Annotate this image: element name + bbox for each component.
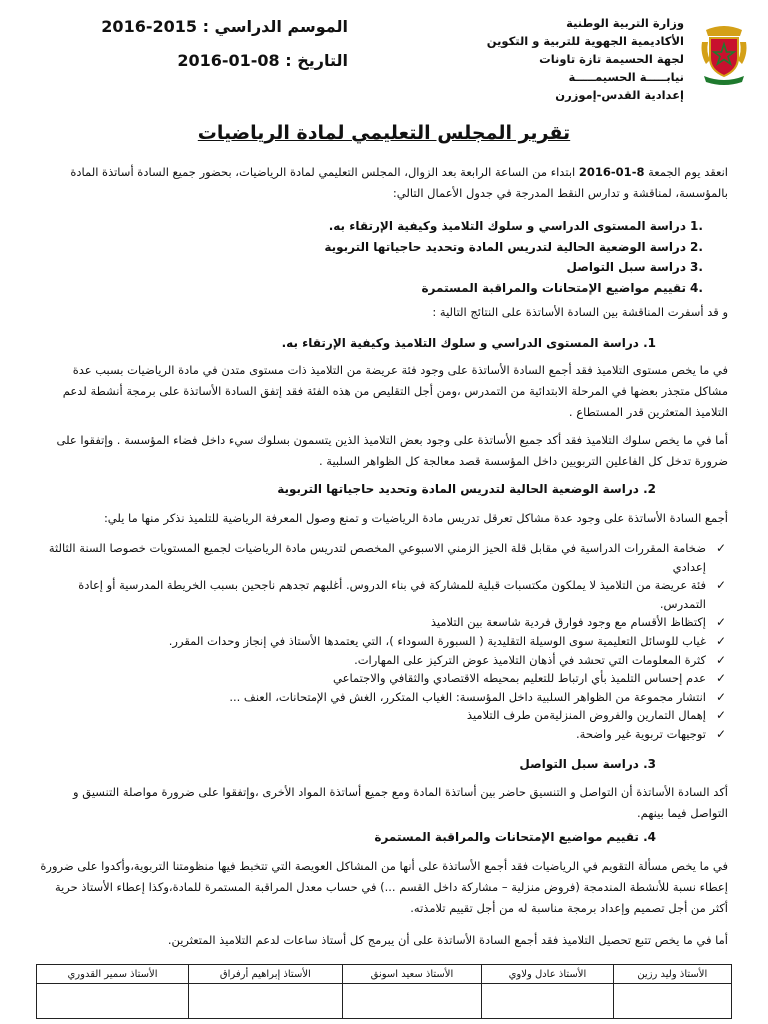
school-year: الموسم الدراسي : 2015-2016	[101, 17, 348, 36]
checkmark-icon: ✓	[715, 615, 726, 630]
agenda-item	[210, 237, 710, 258]
list-item	[34, 651, 728, 670]
signature-cell	[37, 984, 189, 1019]
signatures-table	[36, 964, 732, 1019]
list-item-text: ضخامة المقررات الدراسية في مقابل قلة الحيز الزمني الاسبوعي المخصص لتدريس مادة الرياضيات لجميع المستويات خصوصا السنة الثالثة إعدادي	[48, 541, 706, 574]
signature-name: الأستاذ عادل ولاوي	[482, 965, 613, 984]
section-1-paragraph-1: في ما يخص مستوى التلاميذ فقد أجمع السادة الأساتذة على وجود فئة عريضة من التلاميذ ذات مستوى متدن في مادة الرياضيات بسبب عدة مشاكل متجذر بعضها في المرحلة الابتدائية من التمدرس ،ومن أجل التقليص من هذه الفئة فقد إتفق السادة الأساتذة على برمجة أنشطة لدعم التلاميذ المتعثرين قدر المستطاع .	[62, 363, 728, 419]
signature-cell	[613, 984, 731, 1019]
list-item	[34, 706, 728, 725]
list-item	[34, 576, 728, 613]
ministry-line: نيابـــــة الحسيمـــــة	[568, 70, 684, 84]
signature-cell	[189, 984, 343, 1019]
list-item	[34, 539, 728, 576]
meeting-date: التاريخ : 08-01-2016	[177, 51, 348, 70]
section-2-heading: 2. دراسة الوضعية الحالية لتدريس المادة وتحديد حاجياتها التربوية	[277, 482, 656, 496]
agenda-number: .1	[690, 219, 703, 233]
section-1-heading: 1. دراسة المستوى الدراسي و سلوك التلاميذ وكيفية الإرتقاء به.	[281, 336, 656, 350]
ministry-line: الأكاديمية الجهوية للتربية و التكوين	[486, 34, 684, 48]
agenda-item	[210, 278, 710, 299]
intro-lead: انعقد يوم الجمعة	[644, 165, 728, 179]
problems-checklist	[34, 539, 728, 744]
agenda-item	[210, 216, 710, 237]
results-intro: و قد أسفرت المناقشة بين السادة الأساتذة على النتائج التالية :	[432, 305, 728, 319]
section-4-paragraph-1: في ما يخص مسألة التقويم في الرياضيات فقد أجمع الأساتذة على أنها من المشاكل العويصة التي تتخبط فيها منظومتنا التربوية،وأكدوا على ضرورة إعطاء نسبة للأنشطة المندمجة (فروض منزلية – مشاركة داخل القسم ...) في حساب معدل المراقبة المستمرة للمادة،وكذا إعطاء الأستاذ حرية أكثر من أجل تصميم وإعداد برمجة مناسبة له من أجل تقييم تلامذته.	[40, 859, 728, 915]
checkmark-icon: ✓	[715, 578, 726, 593]
moroccan-coat-of-arms-icon	[698, 24, 750, 86]
table-row	[37, 965, 732, 984]
ministry-line: وزارة التربية الوطنية	[566, 16, 684, 30]
checkmark-icon: ✓	[715, 689, 726, 704]
ministry-line: إعدادية القدس-إموزرن	[555, 88, 684, 102]
list-item-text: غياب للوسائل التعليمية سوى الوسيلة التقليدية ( السبورة السوداء )، التي يعتمدها الأستاذ في إنجاز وحدات المقرر.	[168, 633, 706, 648]
agenda-number: .4	[690, 280, 703, 295]
list-item-text: كثرة المعلومات التي تحشد في أذهان التلاميذ عوض التركيز على المهارات.	[354, 652, 706, 667]
list-item	[34, 613, 728, 632]
agenda-number: .3	[690, 260, 703, 274]
signature-cell	[342, 984, 482, 1019]
list-item-text: عدم إحساس التلميذ بأي ارتباط للتعليم بمحيطه الاقتصادي والثقافي والاجتماعي	[333, 671, 706, 686]
list-item	[34, 688, 728, 707]
date-header	[101, 10, 348, 78]
agenda-text: تقييم مواضيع الإمتحانات والمراقبة المستمرة	[421, 280, 686, 295]
list-item	[34, 725, 728, 744]
checkmark-icon: ✓	[715, 671, 726, 686]
checkmark-icon: ✓	[715, 541, 726, 555]
section-3-heading: 3. دراسة سبل التواصل	[519, 757, 656, 771]
list-item-text: إكتظاظ الأقسام مع وجود فوارق فردية شاسعة بين التلاميذ	[430, 615, 706, 630]
agenda-item	[210, 257, 710, 278]
list-item	[34, 632, 728, 651]
list-item-text: إهمال التمارين والفروض المنزليةمن طرف التلاميذ	[466, 708, 706, 723]
signature-name: الأستاذ سعيد اسونق	[342, 965, 482, 984]
agenda-text: دراسة المستوى الدراسي و سلوك التلاميذ وكيفية الإرتقاء به.	[328, 219, 686, 233]
ministry-header	[454, 14, 684, 104]
intro-paragraph	[38, 162, 728, 204]
checkmark-icon: ✓	[715, 652, 726, 667]
ministry-line: لجهة الحسيمة تازة تاونات	[539, 52, 684, 66]
list-item-text: انتشار مجموعة من الظواهر السلبية داخل المؤسسة: الغياب المتكرر، الغش في الإمتحانات، العنف ...	[229, 689, 706, 704]
checkmark-icon: ✓	[715, 726, 726, 741]
section-1-paragraph-2: أما في ما يخص سلوك التلاميذ فقد أكد جميع الأساتذة على وجود بعض التلاميذ الذين يتسمون بسلوك سيء داخل فضاء المؤسسة . وإتفقوا على ضرورة تدخل كل الفاعلين التربويين داخل المؤسسة قصد معالجة كل الظواهر السلبية .	[56, 433, 728, 468]
list-item-text: توجيهات تربوية غير واضحة.	[576, 726, 706, 741]
table-row	[37, 984, 732, 1019]
signature-name: الأستاذ إبراهيم أرفراق	[189, 965, 343, 984]
section-4-heading: 4. تقييم مواضيع الإمتحانات والمراقبة المستمرة	[374, 830, 656, 844]
agenda-text: دراسة الوضعية الحالية لتدريس المادة وتحديد حاجياتها التربوية	[324, 239, 686, 254]
section-2-paragraph: أجمع السادة الأساتذة على وجود عدة مشاكل تعرقل تدريس مادة الرياضيات و تمنع وصول المعرفة الرياضية للتلميذ نذكر منها ما يلي:	[103, 511, 728, 525]
checkmark-icon: ✓	[715, 633, 726, 648]
page-title	[0, 122, 768, 144]
agenda-number: .2	[690, 239, 703, 254]
page-title-text: تقرير المجلس التعليمي لمادة الرياضيات	[197, 122, 571, 144]
signature-name: الأستاذ سمير القدوري	[37, 965, 189, 984]
signature-cell	[482, 984, 613, 1019]
signature-name: الأستاذ وليد رزين	[613, 965, 731, 984]
list-item-text: فئة عريضة من التلاميذ لا يملكون مكتسبات قبلية للمشاركة في بناء الدروس. أغلبهم تجدهم ناجحين بسبب الخريطة المدرسية أو إعادة التمدرس.	[78, 578, 706, 611]
section-4-paragraph-2: أما في ما يخص تتبع تحصيل التلاميذ فقد أجمع السادة الأساتذة على أن يبرمج كل أستاذ ساعات لدعم التلاميذ المتعثرين.	[167, 933, 728, 947]
checkmark-icon: ✓	[715, 708, 726, 723]
section-3-paragraph: أكد السادة الأساتذة أن التواصل و التنسيق حاضر بين أساتذة المادة ومع جميع أساتذة المواد الأخرى ،وإتفقوا على ضرورة مواصلة التنسيق و التواصل فيما بينهم.	[73, 785, 728, 820]
agenda-text: دراسة سبل التواصل	[566, 260, 686, 274]
intro-date: 8-01-2016	[578, 165, 645, 179]
list-item	[34, 669, 728, 688]
intro-rest: ابتداء من الساعة الرابعة بعد الزوال، المجلس التعليمي لمادة الرياضيات، بحضور جميع السادة أساتذة المادة بالمؤسسة، لمناقشة و تدارس النقط المدرجة في جدول الأعمال التالي:	[70, 165, 728, 200]
agenda-list	[210, 216, 710, 298]
